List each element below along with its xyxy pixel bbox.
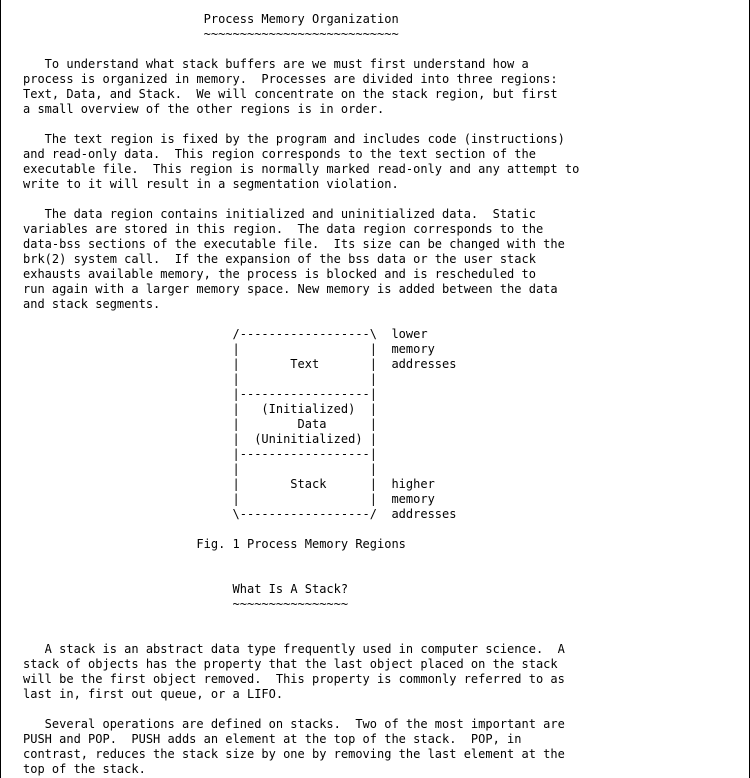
section-title-text: Process Memory Organization (203, 12, 399, 26)
blank-line (23, 552, 579, 567)
stack-heading-underline-text: ~~~~~~~~~~~~~~~~ (232, 597, 349, 611)
section-title-underline-text: ~~~~~~~~~~~~~~~~~~~~~~~~~~~ (203, 27, 399, 41)
blank-line (23, 192, 579, 207)
blank-line (23, 117, 579, 132)
intro-paragraph: To understand what stack buffers are we must first understand how a process is organized in memory. Processes are divided into three regions: Text, Data, and Stack. We will concentrate on the stack region, but first a small overview of the other regions is in order. (23, 57, 558, 116)
stack-heading-text: What Is A Stack? (232, 582, 349, 596)
document-body (23, 12, 579, 777)
figure-caption-text: Fig. 1 Process Memory Regions (196, 537, 406, 551)
stack-operations-paragraph: Several operations are defined on stacks. Two of the most important are PUSH and POP. PUSH adds an element at the top of the stack. POP, in contrast, reduces the stack size by one by removing the last element at the top of the stack. (23, 717, 565, 776)
section-title-underline (23, 27, 579, 42)
figure-caption (23, 537, 579, 552)
stack-definition-paragraph: A stack is an abstract data type frequently used in computer science. A stack of objects has the property that the last object placed on the stack will be the first object removed. This property is commonly referred to as last in, first out queue, or a LIFO. (23, 642, 565, 701)
stack-heading-underline (23, 597, 579, 612)
section-title (23, 12, 579, 27)
blank-line (23, 42, 579, 57)
data-region-paragraph: The data region contains initialized and uninitialized data. Static variables are stored in this region. The data region corresponds to the data-bss sections of the executable file. Its size can be changed with the brk(2) system call. If the expansion of the bss data or the user stack exhausts available memory, the process is blocked and is rescheduled to run again with a larger memory space. New memory is added between the data and stack segments. (23, 207, 565, 311)
blank-line (23, 702, 579, 717)
blank-line (23, 627, 579, 642)
stack-heading (23, 582, 579, 597)
blank-line (23, 312, 579, 327)
blank-line (23, 612, 579, 627)
text-region-paragraph: The text region is fixed by the program and includes code (instructions) and read-only data. This region corresponds to the text section of the executable file. This region is normally marked read-only and any attempt to write to it will result in a segmentation violation. (23, 132, 580, 191)
blank-line (23, 567, 579, 582)
memory-regions-diagram: /------------------\ lower | | memory | Text | addresses | | |------------------| | (Initialized) | | Data | | (Uninitialized) | |------------------| | | | Stack | higher | | memory \------------------/ addresses (232, 327, 457, 521)
blank-line (23, 522, 579, 537)
